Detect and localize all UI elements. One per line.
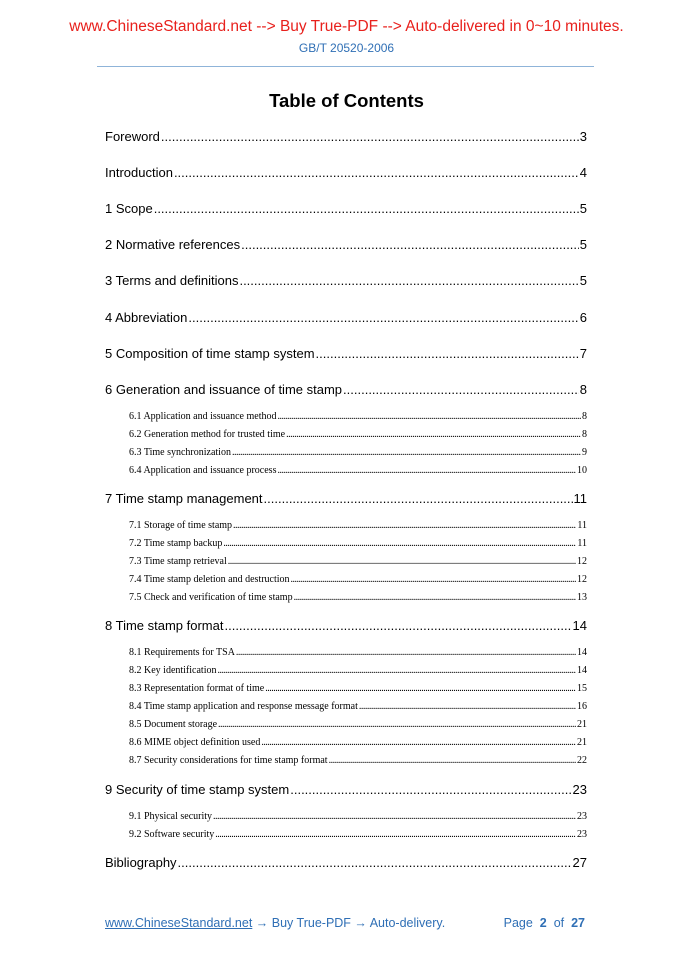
toc-entry-page: 3 bbox=[579, 129, 587, 144]
toc-subentry[interactable] bbox=[129, 829, 587, 840]
toc-entry-label: 9 Security of time stamp system bbox=[105, 782, 290, 797]
toc-entry-page: 8 bbox=[582, 411, 587, 422]
toc-entry-label: Introduction bbox=[105, 165, 173, 180]
toc-subentry[interactable] bbox=[129, 447, 587, 458]
toc-entry[interactable] bbox=[105, 310, 587, 325]
toc-leader-dots bbox=[316, 346, 579, 361]
toc-entry-label: 5 Composition of time stamp system bbox=[105, 346, 315, 361]
toc-leader-dots bbox=[154, 201, 579, 216]
toc-leader-dots bbox=[178, 855, 572, 870]
toc-entry-page: 11 bbox=[577, 538, 587, 549]
toc-entry-page: 27 bbox=[572, 855, 587, 870]
toc-entry-page: 8 bbox=[579, 382, 587, 397]
toc-entry-label: 6.1 Application and issuance method bbox=[129, 411, 277, 422]
toc-entry-page: 5 bbox=[579, 237, 587, 252]
toc-leader-dots bbox=[241, 237, 579, 252]
toc-subentry[interactable] bbox=[129, 465, 587, 476]
toc-subentry[interactable] bbox=[129, 719, 587, 730]
toc-entry-label: 6.2 Generation method for trusted time bbox=[129, 429, 286, 440]
toc-entry-label: 8.7 Security considerations for time stamp format bbox=[129, 755, 328, 766]
toc-leader-dots bbox=[286, 429, 581, 440]
toc-entry-label: 2 Normative references bbox=[105, 237, 241, 252]
toc-leader-dots bbox=[161, 129, 579, 144]
toc-entry[interactable] bbox=[105, 201, 587, 216]
toc-subentry[interactable] bbox=[129, 556, 587, 567]
toc-entry-page: 4 bbox=[579, 165, 587, 180]
document-id: GB/T 20520-2006 bbox=[298, 41, 395, 55]
toc-entry-page: 5 bbox=[579, 273, 587, 288]
toc-entry-page: 23 bbox=[572, 782, 587, 797]
toc-subentry[interactable] bbox=[129, 520, 587, 531]
toc-leader-dots bbox=[224, 618, 571, 633]
toc-entry[interactable] bbox=[105, 382, 587, 397]
toc-leader-dots bbox=[261, 737, 576, 748]
toc-subentry[interactable] bbox=[129, 411, 587, 422]
toc-entry-page: 9 bbox=[582, 447, 587, 458]
toc-subentry[interactable] bbox=[129, 755, 587, 766]
toc-subentry[interactable] bbox=[129, 701, 587, 712]
toc-entry-label: Bibliography bbox=[105, 855, 177, 870]
toc-leader-dots bbox=[218, 719, 576, 730]
toc-entry-page: 22 bbox=[577, 755, 587, 766]
toc-entry-page: 15 bbox=[577, 683, 587, 694]
toc-entry-page: 7 bbox=[579, 346, 587, 361]
page-title: Table of Contents bbox=[269, 90, 424, 111]
toc-entry[interactable] bbox=[105, 491, 587, 506]
toc-leader-dots bbox=[265, 683, 576, 694]
toc-leader-dots bbox=[290, 782, 571, 797]
toc-entry-page: 21 bbox=[577, 719, 587, 730]
toc-entry[interactable] bbox=[105, 618, 587, 633]
toc-entry-label: 8.1 Requirements for TSA bbox=[129, 647, 235, 658]
toc-subentry[interactable] bbox=[129, 592, 587, 603]
toc-entry-page: 13 bbox=[577, 592, 587, 603]
toc-entry-page: 14 bbox=[577, 665, 587, 676]
toc-entry-label: 8.2 Key identification bbox=[129, 665, 217, 676]
toc-leader-dots bbox=[188, 310, 578, 325]
toc-entry-page: 23 bbox=[577, 811, 587, 822]
toc-subentry[interactable] bbox=[129, 683, 587, 694]
page-word: Page bbox=[503, 916, 533, 930]
toc-entry-label: 3 Terms and definitions bbox=[105, 273, 239, 288]
toc-entry-label: 7.2 Time stamp backup bbox=[129, 538, 223, 549]
footer-left bbox=[105, 916, 445, 930]
toc-entry-label: 6.3 Time synchronization bbox=[129, 447, 231, 458]
toc-subentry[interactable] bbox=[129, 665, 587, 676]
toc-leader-dots bbox=[228, 556, 576, 567]
toc-entry-page: 5 bbox=[579, 201, 587, 216]
toc-leader-dots bbox=[294, 592, 576, 603]
toc-entry-label: 7 Time stamp management bbox=[105, 491, 263, 506]
toc-entry-page: 14 bbox=[572, 618, 587, 633]
toc-entry-page: 11 bbox=[577, 520, 587, 531]
toc-entry-page: 21 bbox=[577, 737, 587, 748]
toc-subentry[interactable] bbox=[129, 737, 587, 748]
total-pages: 27 bbox=[571, 916, 585, 930]
toc-leader-dots bbox=[239, 273, 578, 288]
toc-leader-dots bbox=[236, 647, 576, 658]
toc-entry-label: 7.1 Storage of time stamp bbox=[129, 520, 233, 531]
toc-entry-label: 9.2 Software security bbox=[129, 829, 215, 840]
toc-entry-label: Foreword bbox=[105, 129, 160, 144]
toc-leader-dots bbox=[359, 701, 576, 712]
current-page: 2 bbox=[539, 916, 547, 930]
toc-entry-page: 12 bbox=[577, 556, 587, 567]
toc-entry[interactable] bbox=[105, 782, 587, 797]
toc-leader-dots bbox=[217, 665, 576, 676]
toc-leader-dots bbox=[291, 574, 576, 585]
footer-tagline: → Buy True-PDF → Auto-delivery. bbox=[252, 916, 446, 930]
toc-subentry[interactable] bbox=[129, 647, 587, 658]
toc-entry-page: 11 bbox=[573, 491, 587, 506]
toc-entry-label: 1 Scope bbox=[105, 201, 153, 216]
toc-subentry[interactable] bbox=[129, 574, 587, 585]
toc-leader-dots bbox=[232, 447, 581, 458]
page-indicator bbox=[504, 916, 585, 930]
toc-subentry[interactable] bbox=[129, 538, 587, 549]
toc-entry-label: 7.4 Time stamp deletion and destruction bbox=[129, 574, 290, 585]
toc-entry-page: 16 bbox=[577, 701, 587, 712]
toc-entry[interactable] bbox=[105, 165, 587, 180]
toc-entry[interactable] bbox=[105, 273, 587, 288]
toc-entry-page: 10 bbox=[577, 465, 587, 476]
toc-subentry[interactable] bbox=[129, 811, 587, 822]
toc-leader-dots bbox=[329, 755, 576, 766]
toc-leader-dots bbox=[343, 382, 579, 397]
toc-entry-page: 8 bbox=[582, 429, 587, 440]
footer-site-link[interactable]: www.ChineseStandard.net bbox=[105, 916, 253, 930]
toc-entry-page: 14 bbox=[577, 647, 587, 658]
toc-entry-label: 6 Generation and issuance of time stamp bbox=[105, 382, 343, 397]
toc-entry[interactable] bbox=[105, 237, 587, 252]
toc-entry-label: 8.3 Representation format of time bbox=[129, 683, 265, 694]
header-banner[interactable]: www.ChineseStandard.net --> Buy True-PDF --> Auto-delivered in 0~10 minutes. bbox=[69, 18, 624, 35]
of-word: of bbox=[553, 916, 565, 930]
toc-leader-dots bbox=[213, 811, 576, 822]
toc-entry-label: 8.4 Time stamp application and response message format bbox=[129, 701, 358, 712]
toc-entry[interactable] bbox=[105, 855, 587, 870]
toc-leader-dots bbox=[277, 411, 581, 422]
toc-entry-page: 6 bbox=[579, 310, 587, 325]
toc-entry[interactable] bbox=[105, 346, 587, 361]
toc-entry-label: 7.3 Time stamp retrieval bbox=[129, 556, 227, 567]
toc-entry-label: 9.1 Physical security bbox=[129, 811, 213, 822]
toc-leader-dots bbox=[215, 829, 576, 840]
toc-entry-label: 4 Abbreviation bbox=[105, 310, 188, 325]
toc-leader-dots bbox=[223, 538, 576, 549]
toc-leader-dots bbox=[264, 491, 573, 506]
toc-entry-page: 23 bbox=[577, 829, 587, 840]
toc-leader-dots bbox=[277, 465, 576, 476]
toc-subentry[interactable] bbox=[129, 429, 587, 440]
toc-entry-page: 12 bbox=[577, 574, 587, 585]
toc-entry[interactable] bbox=[105, 129, 587, 144]
toc-leader-dots bbox=[233, 520, 576, 531]
toc-entry-label: 7.5 Check and verification of time stamp bbox=[129, 592, 293, 603]
toc-entry-label: 6.4 Application and issuance process bbox=[129, 465, 277, 476]
toc-entry-label: 8.6 MIME object definition used bbox=[129, 737, 261, 748]
toc-entry-label: 8 Time stamp format bbox=[105, 618, 224, 633]
toc-leader-dots bbox=[174, 165, 579, 180]
page-footer bbox=[105, 916, 585, 930]
toc-entry-label: 8.5 Document storage bbox=[129, 719, 218, 730]
